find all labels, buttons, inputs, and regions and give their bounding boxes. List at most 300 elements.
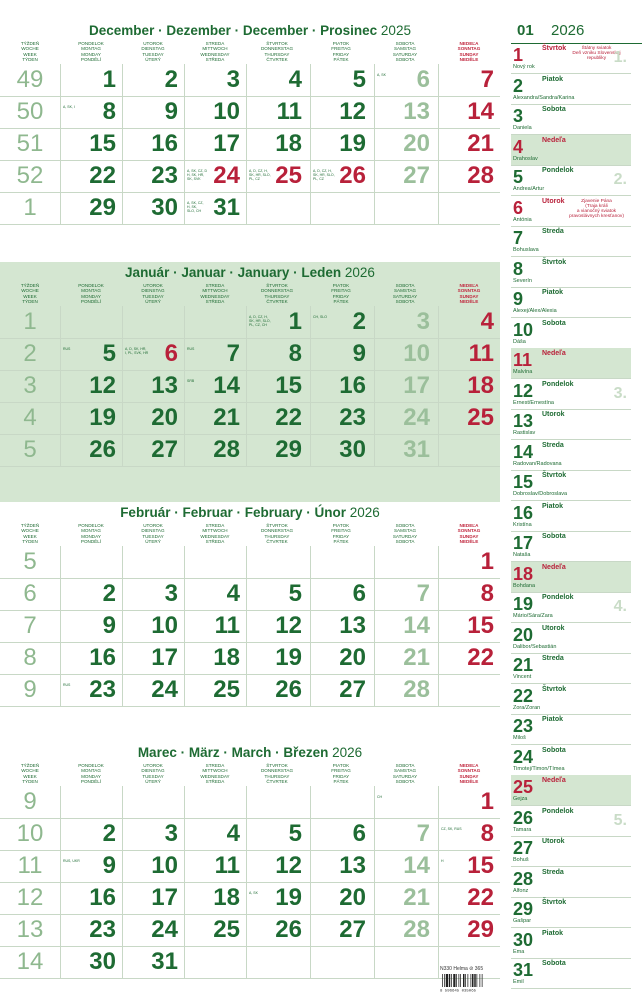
- week-number: 9: [23, 788, 37, 815]
- product-code-text: N330: [440, 966, 452, 972]
- week-number: 10: [16, 820, 44, 847]
- day-number: 22: [275, 404, 302, 431]
- week-number: 8: [23, 644, 37, 671]
- day-cell: [184, 578, 246, 610]
- day-number: 18: [213, 884, 240, 911]
- day-number: 31: [151, 948, 178, 975]
- day-number: 20: [339, 644, 366, 671]
- week-row: [0, 306, 500, 339]
- sidebar-day-number: 3: [513, 106, 524, 126]
- day-cell: [438, 128, 500, 160]
- holiday-country-note: RUS: [63, 347, 71, 351]
- sidebar-week-marker: 3.: [613, 384, 627, 402]
- day-number: 21: [467, 130, 494, 157]
- day-number: 17: [213, 130, 240, 157]
- week-column-header: TÝŽDEŇ WOCHE WEEK TÝDEN: [20, 523, 40, 544]
- sidebar-day-number: 8: [513, 258, 524, 279]
- weekday-header: PONDELOK MONTAG MONDAY PONDĚLÍ: [78, 41, 104, 62]
- weekday-header: ŠTVRTOK DONNERSTAG THURSDAY ČTVRTEK: [260, 523, 294, 544]
- day-cell: [122, 850, 184, 882]
- day-cell: [122, 578, 184, 610]
- week-number: 1: [23, 194, 37, 221]
- day-number: 9: [164, 98, 178, 125]
- sidebar-week-marker: 5.: [613, 811, 627, 829]
- day-cell: [122, 64, 184, 96]
- day-cell: [246, 882, 308, 914]
- day-cell: [246, 610, 308, 642]
- week-row: [0, 64, 500, 97]
- sidebar-day-row: [511, 592, 631, 623]
- day-cell: [122, 786, 184, 818]
- day-cell: [246, 850, 308, 882]
- day-cell: [246, 370, 308, 402]
- month-title-names: Marec · März · March · Březen: [137, 745, 329, 760]
- sidebar-day-row: [511, 440, 631, 471]
- sidebar-day-row: [511, 318, 631, 349]
- weekday-header: STREDA MITTWOCH WEDNESDAY STŘEDA: [200, 283, 230, 304]
- day-number: 26: [89, 436, 116, 463]
- day-number: 5: [288, 820, 302, 847]
- sidebar-day-row: [511, 745, 631, 776]
- sidebar-day-number: 1: [513, 45, 524, 65]
- holiday-country-note: A, D, SK, HR, I, PL, SVK, HR: [125, 347, 149, 355]
- sidebar-day-row: [511, 562, 631, 593]
- day-number: 22: [467, 884, 494, 911]
- week-number: 52: [16, 162, 44, 189]
- day-number: 10: [151, 612, 178, 639]
- day-number: 8: [102, 98, 116, 125]
- day-number: 3: [226, 66, 240, 93]
- sidebar-day-row: [511, 775, 631, 806]
- barcode-bar: [463, 974, 465, 987]
- day-list-sidebar: [511, 0, 642, 1000]
- holiday-country-note: A, SK, CZ, H, SK, SLO, CH: [187, 201, 204, 213]
- week-number: 13: [16, 916, 44, 943]
- day-number: 16: [339, 372, 366, 399]
- weekday-header: PONDELOK MONTAG MONDAY PONDĚLÍ: [78, 283, 104, 304]
- day-number: 3: [164, 580, 178, 607]
- day-cell: [246, 578, 308, 610]
- holiday-country-note: CH: [377, 795, 383, 799]
- day-cell: [184, 914, 246, 946]
- day-cell: [184, 64, 246, 96]
- day-number: 31: [403, 436, 430, 463]
- day-number: 20: [403, 130, 430, 157]
- day-number: 11: [468, 340, 494, 367]
- day-number: 11: [214, 852, 240, 879]
- day-number: 29: [467, 916, 494, 943]
- barcode-bar: [482, 974, 483, 987]
- day-number: 5: [352, 66, 366, 93]
- day-cell: [122, 610, 184, 642]
- sidebar-nameday: Radovan/Radovana: [513, 460, 562, 467]
- sidebar-day-row: [511, 104, 631, 135]
- month-title-year: 2026: [332, 745, 363, 760]
- weekday-header: PIATOK FREITAG FRIDAY PÁTEK: [331, 283, 351, 304]
- sidebar-weekday: Piatok: [542, 75, 564, 83]
- sidebar-month: 01: [517, 22, 534, 39]
- day-number: 28: [403, 916, 430, 943]
- sidebar-day-row: [511, 867, 631, 898]
- sidebar-nameday: Timotej/Timon/Tímea: [513, 765, 565, 772]
- day-cell: [438, 64, 500, 96]
- day-number: 18: [467, 372, 494, 399]
- month-block: [0, 20, 500, 260]
- holiday-country-note: CZ, SK, RUS: [441, 827, 462, 831]
- day-number: 1: [480, 548, 494, 575]
- day-number: 20: [151, 404, 178, 431]
- sidebar-weekday: Streda: [542, 655, 564, 662]
- day-cell: [374, 434, 436, 466]
- week-row: [0, 850, 500, 883]
- day-number: 5: [288, 580, 302, 607]
- day-cell: [60, 96, 122, 128]
- holiday-country-note: CH, SLO: [313, 315, 328, 319]
- sidebar-day-number: 2: [513, 75, 524, 96]
- day-cell: [438, 610, 500, 642]
- day-number: 20: [339, 884, 366, 911]
- sidebar-nameday: Drahoslav: [513, 155, 538, 162]
- day-number: 7: [416, 580, 430, 607]
- sidebar-weekday: Utorok: [542, 411, 565, 418]
- sidebar-nameday: Gejza: [513, 796, 528, 802]
- day-number: 9: [102, 612, 116, 639]
- sidebar-day-number: 28: [513, 868, 534, 889]
- day-number: 2: [352, 308, 366, 335]
- sidebar-day-number: 5: [513, 167, 524, 187]
- sidebar-header: [511, 0, 642, 44]
- sidebar-day-number: 7: [513, 228, 524, 248]
- day-cell: [374, 610, 436, 642]
- sidebar-weekday: Pondelok: [542, 807, 574, 815]
- sidebar-weekday: Streda: [542, 441, 564, 449]
- day-cell: [374, 818, 436, 850]
- barcode-bar: [474, 974, 476, 987]
- weekday-header: UTOROK DIENSTAG TUESDAY ÚTERÝ: [141, 523, 165, 544]
- sidebar-week-marker: 1.: [613, 49, 627, 66]
- day-number: 23: [89, 676, 116, 703]
- barcode-bar: [480, 974, 481, 987]
- sidebar-day-number: 25: [513, 777, 534, 797]
- day-cell: [122, 338, 184, 370]
- sidebar-weekday: Utorok: [542, 838, 565, 845]
- day-cell: [374, 160, 436, 192]
- month-block: [0, 262, 500, 502]
- day-cell: [438, 370, 500, 402]
- sidebar-weekday: Pondelok: [542, 167, 574, 174]
- sidebar-day-row: [511, 470, 631, 501]
- day-number: 24: [403, 404, 430, 431]
- barcode-bar: [449, 974, 451, 987]
- day-number: 26: [275, 676, 302, 703]
- sidebar-nameday: Gašpar: [513, 918, 532, 924]
- day-cell: [122, 914, 184, 946]
- week-column-header: TÝŽDEŇ WOCHE WEEK TÝDEN: [20, 763, 40, 784]
- sidebar-nameday: Dáša: [513, 338, 526, 345]
- day-cell: [310, 578, 372, 610]
- day-number: 17: [403, 372, 430, 399]
- sidebar-nameday: Vincent: [513, 674, 532, 680]
- day-number: 27: [403, 162, 430, 189]
- day-cell: [122, 434, 184, 466]
- day-cell: [60, 914, 122, 946]
- day-number: 18: [213, 644, 240, 671]
- day-cell: [438, 642, 500, 674]
- day-cell: [122, 160, 184, 192]
- day-cell: [184, 338, 246, 370]
- week-row: [0, 578, 500, 611]
- day-cell: [246, 642, 308, 674]
- sidebar-nameday: Alfonz: [513, 887, 529, 894]
- day-number: 23: [151, 162, 178, 189]
- weekday-header: PIATOK FREITAG FRIDAY PÁTEK: [331, 763, 351, 784]
- month-title-year: 2026: [349, 505, 380, 520]
- day-number: 19: [275, 644, 302, 671]
- day-number: 22: [89, 162, 116, 189]
- day-number: 2: [102, 820, 116, 847]
- week-number: 51: [16, 130, 44, 157]
- barcode-bar: [446, 974, 448, 987]
- sidebar-day-row: [511, 348, 631, 379]
- weekday-header: UTOROK DIENSTAG TUESDAY ÚTERÝ: [141, 41, 165, 62]
- day-cell: [374, 306, 436, 338]
- day-cell: [310, 882, 372, 914]
- day-cell: [184, 850, 246, 882]
- barcode-bar: [460, 974, 461, 987]
- sidebar-day-number: 22: [513, 685, 534, 706]
- day-cell: [60, 882, 122, 914]
- weekday-header: PONDELOK MONTAG MONDAY PONDĚLÍ: [78, 523, 104, 544]
- day-cell: [438, 674, 500, 706]
- weekday-header: STREDA MITTWOCH WEDNESDAY STŘEDA: [200, 41, 230, 62]
- sidebar-day-number: 30: [513, 929, 534, 950]
- sidebar-day-number: 29: [513, 899, 534, 919]
- day-cell: [374, 642, 436, 674]
- sidebar-day-number: 10: [513, 319, 534, 340]
- sidebar-day-row: [511, 74, 631, 105]
- day-cell: [184, 192, 246, 224]
- day-cell: [310, 914, 372, 946]
- day-number: 21: [403, 644, 430, 671]
- day-cell: [310, 192, 372, 224]
- sidebar-nameday: Antónia: [513, 216, 532, 223]
- sidebar-nameday: Dalibor/Sebastián: [513, 643, 557, 650]
- day-cell: [60, 642, 122, 674]
- sidebar-day-number: 23: [513, 716, 534, 736]
- day-cell: [122, 128, 184, 160]
- day-cell: [184, 160, 246, 192]
- month-title: [0, 505, 500, 520]
- sidebar-day-row: [511, 379, 631, 410]
- week-number: 3: [23, 372, 37, 399]
- day-cell: [60, 160, 122, 192]
- weekday-header: ŠTVRTOK DONNERSTAG THURSDAY ČTVRTEK: [260, 763, 294, 784]
- day-cell: [184, 674, 246, 706]
- day-cell: [310, 96, 372, 128]
- sidebar-day-row: [511, 897, 631, 928]
- day-cell: [122, 946, 184, 978]
- weekday-header: STREDA MITTWOCH WEDNESDAY STŘEDA: [200, 523, 230, 544]
- holiday-country-note: A, SK, I: [63, 105, 75, 109]
- day-number: 10: [213, 98, 240, 125]
- holiday-country-note: A, D, CZ, H, SK, HR, SLO, PL, CZ: [313, 169, 335, 181]
- sidebar-weekday: Sobota: [542, 106, 566, 113]
- day-number: 4: [226, 820, 240, 847]
- barcode-bar: [456, 974, 457, 987]
- week-row: [0, 546, 500, 579]
- sidebar-nameday: Andrea/Artur: [513, 186, 545, 192]
- day-cell: [438, 192, 500, 224]
- day-cell: [438, 850, 500, 882]
- sidebar-weekday: Streda: [542, 868, 564, 876]
- day-cell: [246, 192, 308, 224]
- day-cell: [184, 818, 246, 850]
- day-cell: [310, 128, 372, 160]
- day-number: 31: [213, 194, 240, 221]
- month-block: [0, 502, 500, 742]
- day-number: 16: [89, 884, 116, 911]
- day-number: 21: [403, 884, 430, 911]
- day-number: 14: [403, 612, 430, 639]
- sidebar-day-row: [511, 714, 631, 745]
- holiday-country-note: A, D, CZ, H, SK, HR, SLO, PL, CZ: [249, 169, 271, 181]
- holiday-country-note: A, SK: [249, 891, 258, 895]
- holiday-country-note: H: [441, 859, 444, 863]
- day-cell: [310, 674, 372, 706]
- day-number: 11: [276, 98, 302, 125]
- week-number: 1: [23, 308, 37, 335]
- day-number: 12: [275, 612, 302, 639]
- day-cell: [60, 786, 122, 818]
- day-cell: [60, 818, 122, 850]
- day-number: 1: [480, 788, 494, 815]
- week-number: 11: [17, 852, 43, 879]
- day-cell: [374, 882, 436, 914]
- sidebar-nameday: Ernest/Ernestína: [513, 399, 554, 406]
- sidebar-nameday: Nataša: [513, 552, 531, 558]
- day-cell: [184, 610, 246, 642]
- week-number: 49: [16, 66, 44, 93]
- sidebar-week-marker: 2.: [613, 171, 627, 188]
- day-cell: [374, 946, 436, 978]
- day-number: 30: [151, 194, 178, 221]
- day-cell: [374, 64, 436, 96]
- day-cell: [438, 160, 500, 192]
- day-number: 17: [151, 884, 178, 911]
- week-column-header: TÝŽDEŇ WOCHE WEEK TÝDEN: [20, 283, 40, 304]
- week-row: [0, 96, 500, 129]
- week-row: [0, 882, 500, 915]
- day-cell: [310, 850, 372, 882]
- weekday-header: NEDEĽA SONNTAG SUNDAY NEDĚLE: [457, 283, 481, 304]
- sidebar-holiday-note: Štátny sviatok Deň vzniku Slovenskej republiky: [572, 46, 621, 62]
- week-row: [0, 128, 500, 161]
- sidebar-weekday: Sobota: [542, 746, 566, 754]
- sidebar-day-row: [511, 43, 631, 74]
- day-number: 19: [339, 130, 366, 157]
- day-number: 7: [226, 340, 240, 367]
- day-cell: [310, 946, 372, 978]
- weekday-header: SOBOTA SAMSTAG SATURDAY SOBOTA: [392, 283, 418, 304]
- sidebar-day-number: 16: [513, 502, 534, 523]
- sidebar-weekday: Utorok: [542, 197, 565, 205]
- sidebar-weekday: Pondelok: [542, 594, 574, 601]
- day-number: 25: [467, 404, 494, 431]
- day-cell: [310, 306, 372, 338]
- day-number: 27: [339, 916, 366, 943]
- day-cell: [60, 674, 122, 706]
- day-cell: [310, 642, 372, 674]
- day-number: 2: [102, 580, 116, 607]
- sidebar-holiday-note: Zjavenie Pána (Traja králi a vianočný sviatok pravoslávnych kresťanov): [569, 198, 624, 220]
- sidebar-nameday: Kristína: [513, 521, 532, 528]
- day-cell: [184, 96, 246, 128]
- sidebar-weekday: Štvrtok: [542, 258, 567, 266]
- sidebar-day-number: 27: [513, 838, 534, 858]
- day-cell: [310, 786, 372, 818]
- sidebar-day-row: [511, 501, 631, 532]
- holiday-country-note: RUS: [187, 347, 195, 351]
- sidebar-day-number: 4: [513, 136, 524, 157]
- day-cell: [310, 434, 372, 466]
- day-number: 8: [480, 580, 494, 607]
- sidebar-nameday: Severín: [513, 277, 532, 284]
- day-number: 6: [352, 580, 366, 607]
- day-cell: [246, 786, 308, 818]
- month-title-year: 2025: [380, 23, 411, 38]
- day-number: 6: [352, 820, 366, 847]
- sidebar-weekday: Pondelok: [542, 380, 574, 388]
- day-number: 14: [467, 98, 494, 125]
- month-title: [0, 265, 500, 280]
- sidebar-day-number: 26: [513, 807, 534, 828]
- day-cell: [60, 306, 122, 338]
- day-cell: [60, 338, 122, 370]
- barcode-bar: [477, 974, 478, 987]
- sidebar-nameday: Bohuslava: [513, 247, 539, 253]
- sidebar-nameday: Tamara: [513, 826, 532, 833]
- weekday-header: SOBOTA SAMSTAG SATURDAY SOBOTA: [392, 41, 418, 62]
- day-number: 11: [214, 612, 240, 639]
- product-code: [440, 966, 483, 972]
- month-title-year: 2026: [344, 265, 375, 280]
- day-number: 26: [339, 162, 366, 189]
- day-cell: [60, 850, 122, 882]
- barcode-bar: [468, 974, 469, 987]
- day-number: 23: [339, 404, 366, 431]
- day-cell: [60, 578, 122, 610]
- week-number: 5: [23, 548, 37, 575]
- day-number: 24: [151, 916, 178, 943]
- month-block: [0, 742, 500, 1000]
- week-row: [0, 160, 500, 193]
- day-cell: [310, 546, 372, 578]
- day-number: 7: [480, 66, 494, 93]
- day-cell: [60, 370, 122, 402]
- day-cell: [246, 338, 308, 370]
- day-cell: [184, 642, 246, 674]
- day-number: 24: [151, 676, 178, 703]
- day-cell: [246, 674, 308, 706]
- day-cell: [310, 370, 372, 402]
- sidebar-day-row: [511, 196, 631, 227]
- day-number: 8: [288, 340, 302, 367]
- day-cell: [438, 96, 500, 128]
- sidebar-nameday: Mário/Sára/Zara: [513, 613, 553, 619]
- day-cell: [374, 850, 436, 882]
- week-row: [0, 786, 500, 819]
- day-number: 16: [89, 644, 116, 671]
